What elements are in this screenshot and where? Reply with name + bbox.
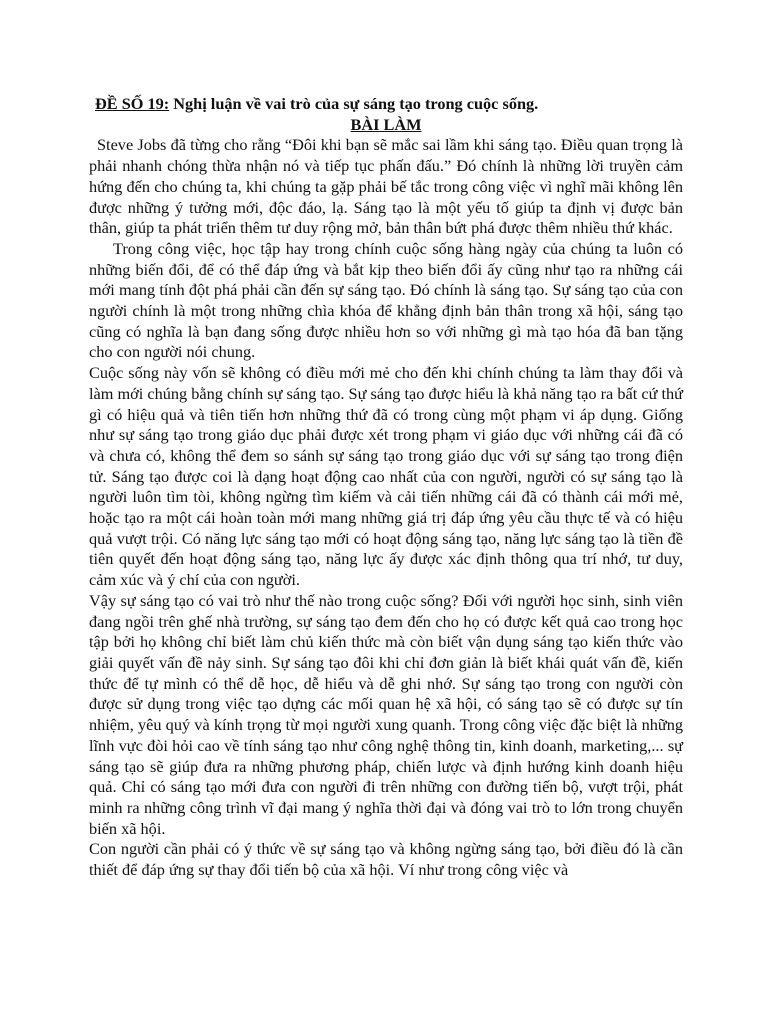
paragraph-4: Vậy sự sáng tạo có vai trò như thế nào trong cuộc sống? Đối với người học sinh, sinh viên đang ngồi trên ghế nhà trường, sự sáng tạo đem đến cho họ có được kết quả cao trong học tập bởi họ không chỉ biết làm chủ kiến thức mà còn biết vận dụng sáng tạo kiến thức vào giải quyết vấn đề nảy sinh. Sự sáng tạo đôi khi chỉ đơn giản là biết khái quát vấn đề, kiến thức để tự mình có thể dễ học, dễ hiểu và dễ ghi nhớ. Sự sáng tạo trong con người còn được sử dụng trong việc tạo dựng các mối quan hệ xã hội, có sáng tạo sẽ có được sự tín nhiệm, yêu quý và kính trọng từ mọi người xung quanh. Trong công việc đặc biệt là những lĩnh vực đòi hỏi cao về tính sáng tạo như công nghệ thông tin, kinh doanh, marketing,... sự sáng tạo sẽ giúp đưa ra những phương pháp, chiến lược và định hướng kinh doanh hiệu quả. Chỉ có sáng tạo mới đưa con người đi trên những con đường tiến bộ, vượt trội, phát minh ra những công trình vĩ đại mang ý nghĩa thời đại và đóng vai trò to lớn trong chuyển biến xã hội. — [89, 590, 683, 838]
paragraph-2: Trong công việc, học tập hay trong chính cuộc sống hàng ngày của chúng ta luôn có những biến đổi, để có thể đáp ứng và bắt kịp theo biến đổi ấy cũng như tạo ra những cái mới mang tính đột phá phải cần đến sự sáng tạo. Đó chính là sáng tạo. Sự sáng tạo của con người chính là một trong những chìa khóa để khẳng định bản thân trong xã hội, sáng tạo cũng có nghĩa là bạn đang sống được nhiều hơn so với những gì mà tạo hóa đã ban tặng cho con người nói chung. — [89, 238, 683, 362]
paragraph-3: Cuộc sống này vốn sẽ không có điều mới mẻ cho đến khi chính chúng ta làm thay đổi và làm mới chúng bằng chính sự sáng tạo. Sự sáng tạo được hiểu là khả năng tạo ra bất cứ thứ gì có hiệu quả và tiên tiến hơn những thứ đã có trong cùng một phạm vi áp dụng. Giống như sự sáng tạo trong giáo dục phải được xét trong phạm vi giáo dục với những cái đã có và chưa có, không thể đem so sánh sự sáng tạo trong giáo dục với sự sáng tạo trong điện tử. Sáng tạo được coi là dạng hoạt động cao nhất của con người, người có sự sáng tạo là người luôn tìm tòi, không ngừng tìm kiếm và cải tiến những cái đã có thành cái mới mẻ, hoặc tạo ra một cái hoàn toàn mới mang những giá trị đáp ứng yêu cầu thực tế và có hiệu quả vượt trội. Có năng lực sáng tạo mới có hoạt động sáng tạo, năng lực sáng tạo là tiền đề tiên quyết đến hoạt động sáng tạo, năng lực ấy được xác định thông qua trí nhớ, tư duy, cảm xúc và ý chí của con người. — [89, 363, 683, 590]
essay-subheading: BÀI LÀM — [350, 114, 422, 134]
essay-number-label: ĐỀ SỐ 19: — [95, 94, 170, 113]
document-page — [89, 94, 683, 881]
paragraph-5: Con người cần phải có ý thức về sự sáng tạo và không ngừng sáng tạo, bởi điều đó là cần thiết để đáp ứng sự thay đổi tiến bộ của xã hội. Ví như trong công việc và — [89, 839, 683, 880]
paragraph-intro: Steve Jobs đã từng cho rằng “Đôi khi bạn sẽ mắc sai lầm khi sáng tạo. Điều quan trọng là phải nhanh chóng thừa nhận nó và tiếp tục phấn đấu.” Đó chính là những lời truyền cảm hứng đến cho chúng ta, khi chúng ta gặp phải bế tắc trong công việc vì nghĩ mãi không lên được những ý tưởng mới, độc đáo, lạ. Sáng tạo là một yếu tố giúp ta định vị được bản thân, giúp ta phát triển thêm tư duy rộng mở, bản thân bứt phá được thêm nhiều thứ khác. — [89, 135, 683, 238]
essay-heading — [95, 94, 683, 115]
essay-topic-title: Nghị luận về vai trò của sự sáng tạo trong cuộc sống. — [169, 94, 539, 113]
